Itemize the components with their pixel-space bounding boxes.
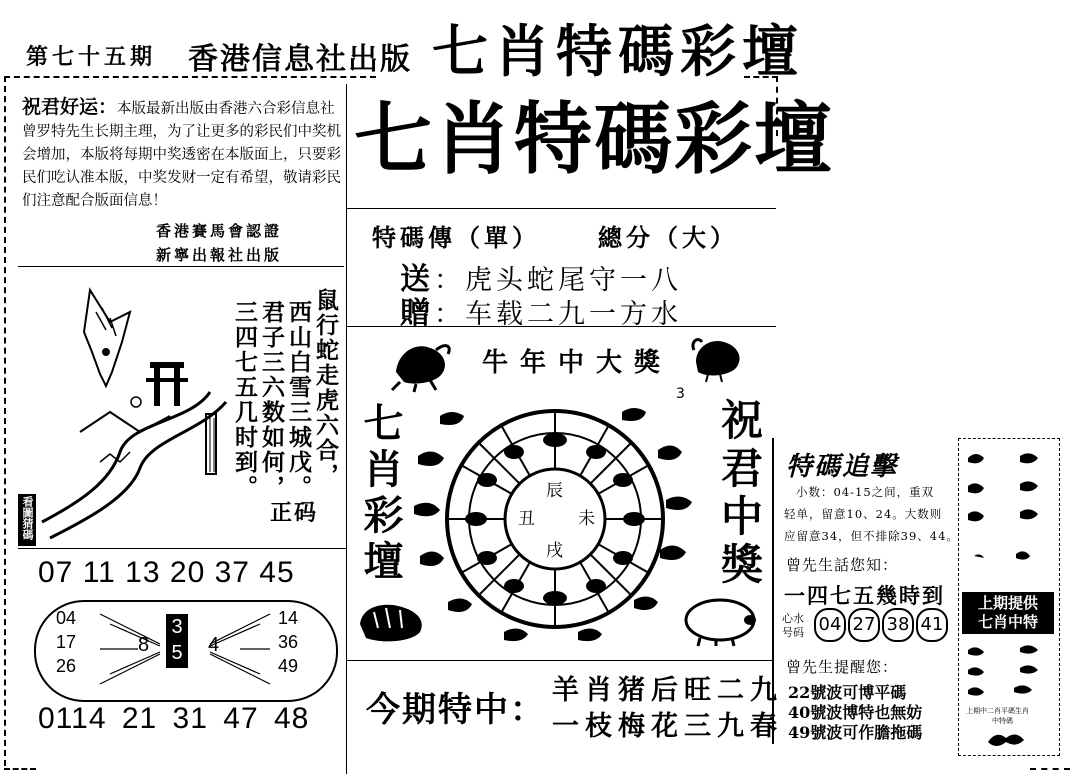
chase-line-1: 小数：04-15之间，重双 <box>796 485 935 499</box>
send-text: ：虎头蛇尾守一八 <box>434 265 682 296</box>
prev-box <box>962 592 1054 634</box>
heart-labels <box>782 612 804 640</box>
oval-right-num-3: 49 <box>278 656 299 676</box>
numbers-top-row: 07 11 13 20 37 45 <box>38 556 295 589</box>
heart-numbers <box>814 608 954 642</box>
heart-number-3: 38 <box>882 608 914 642</box>
special-right: 總分（大） <box>598 223 738 252</box>
poem-tail: 正码 <box>270 500 319 526</box>
poem-col-4: 三四七五几时到。 <box>231 300 258 500</box>
heart-label-2: 号码 <box>782 626 804 639</box>
frame-bottom-left <box>4 768 36 770</box>
right-vertical-text: 祝君中獎 <box>715 398 764 590</box>
today-line-2: 一枝梅花三九春 <box>552 711 783 742</box>
eagle-landscape-illustration <box>40 282 240 542</box>
small-zodiac-icons-top <box>964 448 1054 588</box>
today-line-1: 羊肖猪后旺二九 <box>552 675 783 706</box>
monkey-icon <box>386 332 456 392</box>
prev-label-1: 上期提供 <box>977 594 1038 612</box>
wheel-center-left: 丑 <box>518 509 535 529</box>
guess-tag <box>18 494 36 546</box>
publisher-name: 香港信息社出版 <box>188 42 412 77</box>
dragon-icon <box>986 728 1026 748</box>
zodiac-banner: 牛年中大獎 <box>482 348 673 378</box>
guess-tag-text: 看圖猜碼 <box>21 496 34 540</box>
oval-center-top: 3 <box>171 616 183 638</box>
notice-1: 曾先生話您知： <box>786 556 899 574</box>
give-text: ：车载二九一方水 <box>434 299 682 330</box>
title-bottom-rule <box>346 208 776 209</box>
small-zodiac-icons-bottom <box>964 640 1054 700</box>
oval-right-numbers <box>278 606 310 678</box>
heart-number-2: 27 <box>848 608 880 642</box>
poem-col-1: 鼠行蛇走虎六合， <box>312 288 339 488</box>
oval-center-bottom: 5 <box>171 642 183 664</box>
tip-2: 40號波博特也無妨 <box>788 703 923 722</box>
big-title: 七肖特碼彩壇 <box>354 94 835 185</box>
heart-number-4: 41 <box>916 608 948 642</box>
poem-col-3: 君子三六数如何， <box>258 300 285 500</box>
oval-left-num-3: 26 <box>56 656 77 676</box>
send-label: 送 <box>400 262 434 297</box>
frame-top-right <box>744 76 778 78</box>
cert-line-1: 香港賽馬會認證 <box>156 222 283 240</box>
small-note-2: 中特碼 <box>992 717 1013 725</box>
gift-bottom-rule <box>346 326 776 327</box>
frame-top-left <box>4 76 376 78</box>
cert-line-2: 新寧出報社出版 <box>156 246 283 264</box>
oval-mid-right: 4 <box>208 634 220 656</box>
left-vertical-text: 七肖彩壇 <box>357 402 404 586</box>
wheel-center-right: 未 <box>578 509 595 529</box>
luck-box <box>14 84 346 266</box>
luck-box-bottom-rule <box>18 266 344 267</box>
luck-body: 本版最新出版由香港六合彩信息社曾罗特先生长期主理，为了让更多的彩民们中奖机会增加，本版将每期中奖透密在本版面上，只要彩民们吃认准本版，中奖发财一定有希望，敬请彩民们注意配合版面信息！ <box>22 101 341 209</box>
today-label: 今期特中： <box>366 690 546 730</box>
header-title: 七肖特碼彩壇 <box>432 19 804 85</box>
notice-2: 曾先生提醒您： <box>786 658 899 676</box>
tip-3: 49號波可作膽拖碼 <box>788 723 923 742</box>
tip-1: 22號波可博平碼 <box>788 683 907 702</box>
left-col-divider <box>346 84 347 774</box>
oval-right-num-1: 14 <box>278 608 299 628</box>
tiger-icon <box>354 594 430 646</box>
issue-number: 第七十五期 <box>26 44 157 70</box>
poem-bottom-rule <box>18 548 346 549</box>
frame-bottom-right <box>1030 768 1070 770</box>
frame-left-edge <box>4 76 6 766</box>
small-note-1: 上期中二肖平碼生肖 <box>966 707 1029 715</box>
give-label: 贈 <box>400 296 434 331</box>
chase-big-line: 一四七五幾時到 <box>784 583 945 608</box>
prev-label-2: 七肖中特 <box>977 613 1038 631</box>
oval-right-num-2: 36 <box>278 632 299 652</box>
pig-icon <box>680 594 760 646</box>
rooster-icon <box>688 332 748 382</box>
wheel-center-top: 辰 <box>546 481 563 501</box>
chase-title: 特碼追擊 <box>786 452 899 482</box>
oval-left-num-1: 04 <box>56 608 77 628</box>
oval-left-num-2: 17 <box>56 632 77 652</box>
luck-text <box>22 96 348 213</box>
numbers-bottom-row: 0114 21 31 47 48 <box>38 702 310 735</box>
oval-left-numbers <box>56 606 88 678</box>
heart-number-1: 04 <box>814 608 846 642</box>
wheel-center-bottom: 戌 <box>546 541 563 561</box>
oval-mid-left: 8 <box>138 634 150 656</box>
poem-col-2: 西山白雪三城戊。 <box>285 300 312 500</box>
luck-heading: 祝君好运： <box>22 96 118 118</box>
oval-center-box <box>166 614 188 668</box>
chase-line-2: 轻单，留意10、24。大数则 <box>784 507 943 521</box>
zodiac-bottom-rule <box>346 660 772 661</box>
special-left: 特碼傳（單） <box>372 223 540 252</box>
chase-line-3: 应留意34，但不排除39、44。 <box>784 529 959 543</box>
page-mark: 3 <box>676 386 685 402</box>
zodiac-animals-ring <box>410 396 700 646</box>
heart-label-1: 心水 <box>782 612 804 625</box>
